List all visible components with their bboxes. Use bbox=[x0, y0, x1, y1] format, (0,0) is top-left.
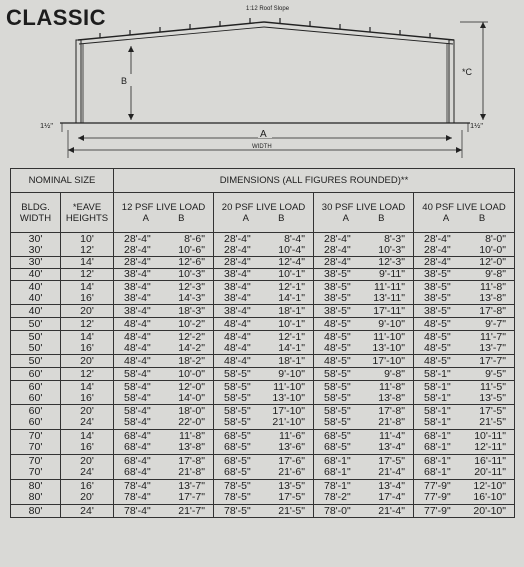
dimension-c-label: *C bbox=[462, 67, 473, 77]
cell-width: 60' bbox=[11, 368, 61, 381]
cell-dimensions: 38'-4" 12'-3" 38'-4" 14'-3" bbox=[114, 281, 214, 305]
cell-width: 30' bbox=[11, 257, 61, 269]
dimension-a-label: A bbox=[260, 129, 267, 140]
cell-dimensions: 38'-4" 18'-3" bbox=[114, 305, 214, 318]
cell-width: 70' 70' bbox=[11, 455, 61, 480]
cell-dimensions: 28'-4" 8'-6" 28'-4" 10'-6" bbox=[114, 233, 214, 257]
cell-dimensions: 28'-4" 8'-0" 28'-4" 10'-0" bbox=[414, 233, 515, 257]
cell-eave-height: 14' 16' bbox=[61, 430, 114, 455]
cell-eave-height: 12' bbox=[61, 269, 114, 281]
cell-eave-height: 20' 24' bbox=[61, 405, 114, 430]
cell-eave-height: 20' bbox=[61, 355, 114, 368]
cell-eave-height: 14' 16' bbox=[61, 331, 114, 355]
cell-dimensions: 48'-4" 12'-1" 48'-4" 14'-1" bbox=[214, 331, 314, 355]
cell-dimensions: 28'-4" 12'-4" bbox=[214, 257, 314, 269]
cell-dimensions: 58'-5" 11'-8" 58'-5" 13'-8" bbox=[314, 381, 414, 405]
cell-width: 40' bbox=[11, 305, 61, 318]
table-row bbox=[11, 281, 515, 305]
cell-dimensions: 58'-5" 9'-10" bbox=[214, 368, 314, 381]
cell-width: 40' bbox=[11, 269, 61, 281]
cell-dimensions: 48'-5" 17'-7" bbox=[414, 355, 515, 368]
cell-dimensions: 48'-4" 10'-1" bbox=[214, 318, 314, 331]
cell-dimensions: 38'-4" 18'-1" bbox=[214, 305, 314, 318]
cell-dimensions: 38'-5" 9'-11" bbox=[314, 269, 414, 281]
dimension-b-label: B bbox=[121, 76, 128, 86]
cell-dimensions: 58'-5" 9'-8" bbox=[314, 368, 414, 381]
cell-dimensions: 78'-4" 21'-7" bbox=[114, 505, 214, 518]
cell-dimensions: 68'-5" 11'-6" 68'-5" 13'-6" bbox=[214, 430, 314, 455]
cell-dimensions: 38'-5" 17'-11" bbox=[314, 305, 414, 318]
cell-dimensions: 68'-5" 11'-4" 68'-5" 13'-4" bbox=[314, 430, 414, 455]
cell-dimensions: 78'-5" 21'-5" bbox=[214, 505, 314, 518]
page-title: CLASSIC bbox=[6, 5, 107, 30]
header-load-20: 20 PSF LIVE LOAD A B bbox=[214, 193, 314, 233]
table-row bbox=[11, 505, 515, 518]
cell-dimensions: 38'-4" 10'-3" bbox=[114, 269, 214, 281]
header-eave-heights: *EAVE HEIGHTS bbox=[61, 193, 114, 233]
cell-dimensions: 58'-4" 18'-0" 58'-4" 22'-0" bbox=[114, 405, 214, 430]
cell-width: 80' bbox=[11, 505, 61, 518]
table-row bbox=[11, 381, 515, 405]
cell-dimensions: 48'-5" 9'-10" bbox=[314, 318, 414, 331]
cell-dimensions: 38'-5" 11'-8" 38'-5" 13'-8" bbox=[414, 281, 515, 305]
cell-dimensions: 68'-4" 11'-8" 68'-4" 13'-8" bbox=[114, 430, 214, 455]
width-label: WIDTH bbox=[252, 144, 272, 150]
cell-dimensions: 77'-9" 12'-10" 77'-9" 16'-10" bbox=[414, 480, 515, 505]
cell-dimensions: 38'-5" 17'-8" bbox=[414, 305, 515, 318]
offset-right-label: 1½" bbox=[470, 121, 484, 130]
table-row bbox=[11, 331, 515, 355]
cell-dimensions: 28'-4" 8'-4" 28'-4" 10'-4" bbox=[214, 233, 314, 257]
table-row bbox=[11, 233, 515, 257]
header-nominal-size: NOMINAL SIZE bbox=[11, 169, 114, 193]
table-row bbox=[11, 318, 515, 331]
cell-eave-height: 12' bbox=[61, 368, 114, 381]
cell-eave-height: 14' 16' bbox=[61, 381, 114, 405]
cell-dimensions: 77'-9" 20'-10" bbox=[414, 505, 515, 518]
cell-dimensions: 28'-4" 8'-3" 28'-4" 10'-3" bbox=[314, 233, 414, 257]
cell-dimensions: 78'-4" 13'-7" 78'-4" 17'-7" bbox=[114, 480, 214, 505]
cell-dimensions: 58'-4" 12'-0" 58'-4" 14'-0" bbox=[114, 381, 214, 405]
cell-width: 60' 60' bbox=[11, 405, 61, 430]
cell-dimensions: 58'-5" 11'-10" 58'-5" 13'-10" bbox=[214, 381, 314, 405]
cell-dimensions: 68'-5" 17'-6" 68'-5" 21'-6" bbox=[214, 455, 314, 480]
table-row bbox=[11, 480, 515, 505]
cell-eave-height: 16' 20' bbox=[61, 480, 114, 505]
cell-width: 60' 60' bbox=[11, 381, 61, 405]
cell-dimensions: 68'-1" 17'-5" 68'-1" 21'-4" bbox=[314, 455, 414, 480]
cell-width: 50' bbox=[11, 318, 61, 331]
cell-dimensions: 38'-4" 12'-1" 38'-4" 14'-1" bbox=[214, 281, 314, 305]
cell-dimensions: 78'-0" 21'-4" bbox=[314, 505, 414, 518]
cell-width: 30' 30' bbox=[11, 233, 61, 257]
table-row bbox=[11, 305, 515, 318]
cell-dimensions: 48'-4" 10'-2" bbox=[114, 318, 214, 331]
cell-eave-height: 12' bbox=[61, 318, 114, 331]
table-row bbox=[11, 405, 515, 430]
cell-width: 70' 70' bbox=[11, 430, 61, 455]
cell-width: 50' bbox=[11, 355, 61, 368]
cell-eave-height: 14' 16' bbox=[61, 281, 114, 305]
cell-dimensions: 58'-5" 17'-10" 58'-5" 21'-10" bbox=[214, 405, 314, 430]
cell-eave-height: 20' 24' bbox=[61, 455, 114, 480]
header-load-40: 40 PSF LIVE LOAD A B bbox=[414, 193, 515, 233]
cell-dimensions: 28'-4" 12'-6" bbox=[114, 257, 214, 269]
cell-dimensions: 78'-1" 13'-4" 78'-2" 17'-4" bbox=[314, 480, 414, 505]
table-row bbox=[11, 455, 515, 480]
table-body bbox=[11, 233, 515, 518]
cell-dimensions: 48'-5" 17'-10" bbox=[314, 355, 414, 368]
cell-width: 40' 40' bbox=[11, 281, 61, 305]
table-row bbox=[11, 257, 515, 269]
cell-eave-height: 24' bbox=[61, 505, 114, 518]
cell-dimensions: 48'-4" 18'-2" bbox=[114, 355, 214, 368]
cell-dimensions: 48'-5" 9'-7" bbox=[414, 318, 515, 331]
cell-dimensions: 48'-5" 11'-7" 48'-5" 13'-7" bbox=[414, 331, 515, 355]
cell-dimensions: 58'-5" 17'-8" 58'-5" 21'-8" bbox=[314, 405, 414, 430]
cell-dimensions: 38'-5" 11'-11" 38'-5" 13'-11" bbox=[314, 281, 414, 305]
cell-dimensions: 68'-4" 17'-8" 68'-4" 21'-8" bbox=[114, 455, 214, 480]
cell-eave-height: 14' bbox=[61, 257, 114, 269]
cell-eave-height: 20' bbox=[61, 305, 114, 318]
header-load-30: 30 PSF LIVE LOAD A B bbox=[314, 193, 414, 233]
cell-dimensions: 58'-4" 10'-0" bbox=[114, 368, 214, 381]
cell-dimensions: 68'-1" 10'-11" 68'-1" 12'-11" bbox=[414, 430, 515, 455]
header-load-12: 12 PSF LIVE LOAD A B bbox=[114, 193, 214, 233]
building-frame-diagram bbox=[0, 0, 524, 168]
cell-width: 80' 80' bbox=[11, 480, 61, 505]
cell-eave-height: 10' 12' bbox=[61, 233, 114, 257]
cell-dimensions: 28'-4" 12'-0" bbox=[414, 257, 515, 269]
cell-dimensions: 58'-1" 17'-5" 58'-1" 21'-5" bbox=[414, 405, 515, 430]
cell-dimensions: 28'-4" 12'-3" bbox=[314, 257, 414, 269]
table-row bbox=[11, 430, 515, 455]
cell-dimensions: 48'-4" 18'-1" bbox=[214, 355, 314, 368]
cell-dimensions: 48'-4" 12'-2" 48'-4" 14'-2" bbox=[114, 331, 214, 355]
cell-dimensions: 48'-5" 11'-10" 48'-5" 13'-10" bbox=[314, 331, 414, 355]
table-row bbox=[11, 269, 515, 281]
dimensions-table bbox=[10, 168, 515, 518]
cell-dimensions: 58'-1" 11'-5" 58'-1" 13'-5" bbox=[414, 381, 515, 405]
header-bldg-width: BLDG. WIDTH bbox=[11, 193, 61, 233]
header-dimensions: DIMENSIONS (ALL FIGURES ROUNDED)** bbox=[114, 169, 515, 193]
cell-width: 50' 50' bbox=[11, 331, 61, 355]
table-row bbox=[11, 368, 515, 381]
cell-dimensions: 58'-1" 9'-5" bbox=[414, 368, 515, 381]
offset-left-label: 1½" bbox=[40, 121, 54, 130]
cell-dimensions: 68'-1" 16'-11" 68'-1" 20'-11" bbox=[414, 455, 515, 480]
roof-slope-label: 1:12 Roof Slope bbox=[246, 6, 290, 12]
cell-dimensions: 38'-5" 9'-8" bbox=[414, 269, 515, 281]
table-row bbox=[11, 355, 515, 368]
cell-dimensions: 78'-5" 13'-5" 78'-5" 17'-5" bbox=[214, 480, 314, 505]
cell-dimensions: 38'-4" 10'-1" bbox=[214, 269, 314, 281]
